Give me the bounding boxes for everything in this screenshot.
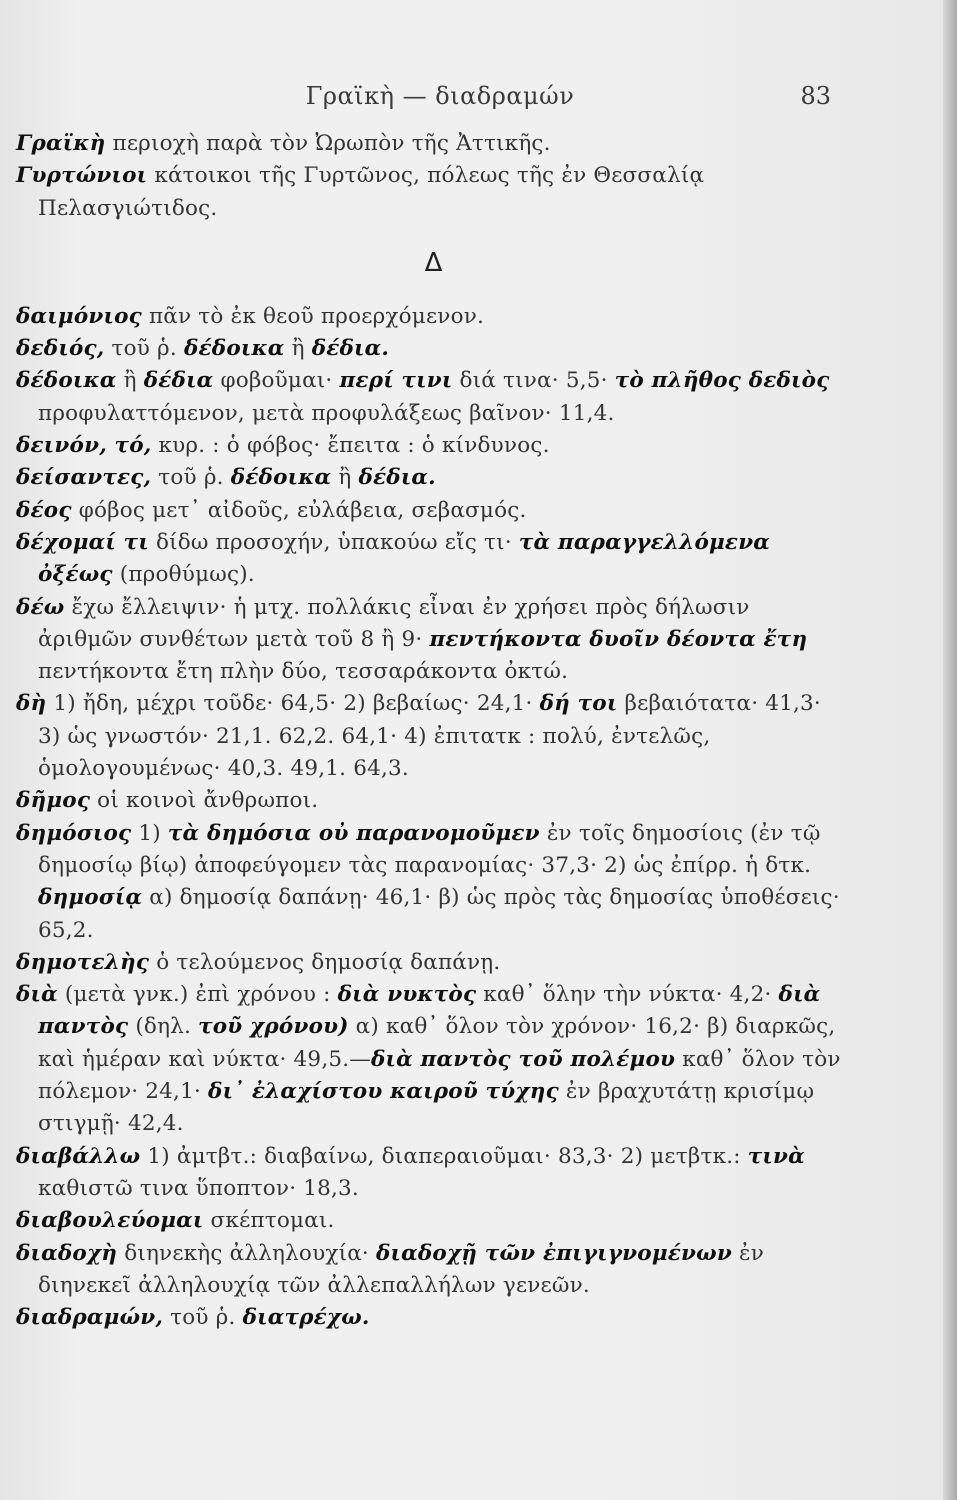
cited-phrase: δή τοι bbox=[539, 691, 618, 717]
headword: διὰ bbox=[16, 982, 58, 1008]
headword: δέδοικα bbox=[16, 368, 117, 394]
gloss-text: ἐν τοῖς δημοσίοις (ἐν τῷ δημοσίῳ βίῳ) ἀποφεύγομεν τὰς παρανομίας· 37,3· 2) ὡς ἐπίρρ. ἡ δτκ. bbox=[38, 820, 821, 878]
entry-dedios bbox=[16, 333, 846, 365]
gloss-text: 1) ἀμτβτ.: διαβαίνω, διαπεραιοῦμαι· 83,3· 2) μετβτκ.: bbox=[140, 1143, 748, 1169]
gloss-text: φοβοῦμαι· bbox=[213, 368, 340, 394]
gloss-text: ἐν βραχυτάτῃ κρισίμῳ στιγμῇ· 42,4. bbox=[38, 1079, 815, 1137]
headword: διαβουλεύομαι bbox=[16, 1208, 204, 1234]
gloss-text: α) δημοσίᾳ δαπάνῃ· 46,1· β) ὡς πρὸς τὰς δημοσίας ὑποθέσεις· 65,2. bbox=[38, 885, 840, 943]
gloss-text: 1) ἤδη, μέχρι τοῦδε· 64,5· 2) βεβαίως· 24,1· bbox=[46, 691, 540, 717]
cited-phrase: δέδια bbox=[143, 368, 214, 394]
gloss-text: ὁ τελούμενος δημοσίᾳ δαπάνῃ. bbox=[149, 949, 501, 975]
gloss-text: καθιστῶ τινα ὕποπτον· 18,3. bbox=[38, 1175, 359, 1201]
cited-phrase: δέδοικα bbox=[183, 336, 285, 362]
gloss-text: οἱ κοινοὶ ἄνθρωποι. bbox=[90, 788, 319, 814]
gloss-text: προφυλαττόμενον, μετὰ προφυλάξεως βαῖνον· 11,4. bbox=[38, 400, 615, 426]
gloss-text: διηνεκὴς ἀλληλουχία· bbox=[117, 1240, 376, 1266]
gloss-text: τοῦ ῥ. bbox=[104, 336, 184, 362]
gloss-text: τοῦ ῥ. bbox=[163, 1305, 243, 1331]
entry-deisantes bbox=[16, 462, 846, 494]
entry-diadoche bbox=[16, 1238, 846, 1303]
page-spine-shadow bbox=[943, 0, 957, 1500]
cited-phrase: τὰ δημόσια οὐ παρανομοῦμεν bbox=[167, 820, 540, 846]
entry-graike bbox=[16, 128, 846, 160]
headword: Γυρτώνιοι bbox=[16, 163, 148, 189]
section-letter: Δ bbox=[424, 247, 443, 278]
headword: δεινόν, τό, bbox=[16, 433, 152, 459]
header-title: Γραϊκὴ — διαδραμών bbox=[305, 82, 575, 110]
entry-de bbox=[16, 688, 846, 785]
gloss-text: διά τινα· 5,5· bbox=[452, 368, 615, 394]
headword: δημοτελὴς bbox=[16, 949, 150, 975]
gloss-text: βεβαιότατα· 41,3· 3) ὡς γνωστόν· 21,1. 62,2. 64,1· 4) ἐπιτατκ : πολύ, ἐντελῶς, ὁμολογουμένως· 40,3. 49,1. 64,3. bbox=[38, 691, 821, 782]
entry-diadramon bbox=[16, 1302, 846, 1334]
gloss-text: κυρ. : ὁ φόβος· ἔπειτα : ὁ κίνδυνος. bbox=[151, 433, 550, 459]
glossary-entries bbox=[16, 128, 846, 1334]
gloss-text: καθ᾽ ὅλην τὴν νύκτα· 4,2· bbox=[476, 982, 779, 1008]
gloss-text: ἢ bbox=[331, 465, 359, 491]
cited-phrase: δημοσίᾳ bbox=[38, 885, 143, 911]
headword: δαιμόνιος bbox=[16, 303, 142, 329]
gloss-text: πεντήκοντα ἔτη πλὴν δύο, τεσσαράκοντα ὀκτώ. bbox=[38, 659, 569, 685]
headword: δέος bbox=[16, 497, 72, 523]
headword: δέω bbox=[16, 594, 65, 620]
gloss-text: ἢ bbox=[284, 336, 312, 362]
headword: δείσαντες, bbox=[16, 465, 152, 491]
entry-diaballo bbox=[16, 1141, 846, 1206]
headword: διαδοχὴ bbox=[16, 1240, 118, 1266]
entry-demosios bbox=[16, 818, 846, 947]
gloss-text: (μετὰ γνκ.) ἐπὶ χρόνου : bbox=[57, 982, 338, 1008]
gloss-text: κάτοικοι τῆς Γυρτῶνος, πόλεως τῆς ἐν Θεσσαλίᾳ Πελασγιώτιδος. bbox=[38, 163, 705, 221]
entry-gyrtonioi bbox=[16, 160, 846, 225]
cited-phrase: διὰ νυκτὸς bbox=[337, 982, 477, 1008]
running-header bbox=[0, 82, 957, 118]
entry-dechomai bbox=[16, 527, 846, 592]
gloss-text: πᾶν τὸ ἐκ θεοῦ προερχόμενον. bbox=[141, 303, 485, 329]
headword: διαβάλλω bbox=[16, 1143, 141, 1169]
cited-phrase: δι᾽ ἐλαχίστου καιροῦ τύχης bbox=[208, 1079, 559, 1105]
gloss-text: δίδω προσοχήν, ὑπακούω εἴς τι· bbox=[148, 529, 519, 555]
gloss-text: α) καθ᾽ ὅλον τὸν χρόνον· 16,2· β) διαρκῶς, καὶ ἡμέραν καὶ νύκτα· 49,5.— bbox=[38, 1014, 836, 1072]
cited-phrase: διὰ παντὸς τοῦ πολέμου bbox=[370, 1046, 676, 1072]
cited-phrase: διὰ παντὸς bbox=[38, 982, 821, 1040]
gloss-text: ἢ bbox=[116, 368, 144, 394]
gloss-text: ἐν διηνεκεῖ ἀλληλουχίᾳ τῶν ἀλλεπαλλήλων γενεῶν. bbox=[38, 1240, 764, 1298]
gloss-text: σκέπτομαι. bbox=[203, 1208, 335, 1234]
cited-phrase: περί τινι bbox=[339, 368, 453, 394]
entry-dia bbox=[16, 979, 846, 1140]
gloss-text: καθ᾽ ὅλον τὸν πόλεμον· 24,1· bbox=[38, 1046, 841, 1105]
gloss-text: 1) bbox=[131, 820, 168, 846]
cited-phrase: δέδια. bbox=[358, 465, 436, 491]
cited-phrase: τοῦ χρόνου) bbox=[198, 1014, 349, 1040]
gloss-text: φόβος μετ᾽ αἰδοῦς, εὐλάβεια, σεβασμός. bbox=[71, 497, 527, 523]
cited-phrase: διατρέχω. bbox=[242, 1305, 370, 1331]
entry-demos bbox=[16, 785, 846, 817]
gloss-text: ἔχω ἔλλειψιν· ἡ μτχ. πολλάκις εἶναι ἐν χρήσει πρὸς δήλωσιν ἀριθμῶν συνθέτων μετὰ τοῦ 8 ἢ 9· bbox=[38, 594, 750, 652]
gloss-text: (δηλ. bbox=[128, 1014, 199, 1040]
entry-deos bbox=[16, 495, 846, 527]
entry-diabouleuomai bbox=[16, 1205, 846, 1237]
headword: δέχομαί τι bbox=[16, 529, 149, 555]
gloss-text: τοῦ ῥ. bbox=[151, 465, 231, 491]
entry-daimonios bbox=[16, 301, 846, 333]
cited-phrase: δέδοικα bbox=[230, 465, 332, 491]
entry-deo bbox=[16, 592, 846, 689]
cited-phrase: τὰ παραγγελλόμενα ὀξέως bbox=[38, 529, 771, 588]
headword: δῆμος bbox=[16, 788, 91, 814]
gloss-text: περιοχὴ παρὰ τὸν Ὠρωπὸν τῆς Ἀττικῆς. bbox=[105, 131, 551, 156]
headword: δημόσιος bbox=[16, 820, 132, 846]
headword: διαδραμών, bbox=[16, 1305, 164, 1331]
page-number: 83 bbox=[800, 82, 831, 110]
entry-dedoika bbox=[16, 365, 846, 430]
gloss-text: (προθύμως). bbox=[112, 562, 255, 588]
cited-phrase: τινὰ bbox=[747, 1143, 805, 1169]
cited-phrase: δέδια. bbox=[311, 336, 390, 362]
headword: δὴ bbox=[16, 691, 47, 717]
cited-phrase: τὸ πλῆθος δεδιὸς bbox=[614, 368, 830, 394]
headword: δεδιός, bbox=[16, 336, 105, 362]
entry-deinon bbox=[16, 430, 846, 462]
entry-demoteles bbox=[16, 947, 846, 979]
cited-phrase: διαδοχῇ τῶν ἐπιγιγνομένων bbox=[376, 1240, 732, 1266]
cited-phrase: πεντήκοντα δυοῖν δέοντα ἔτη bbox=[429, 626, 808, 652]
headword: Γραϊκὴ bbox=[16, 131, 106, 156]
